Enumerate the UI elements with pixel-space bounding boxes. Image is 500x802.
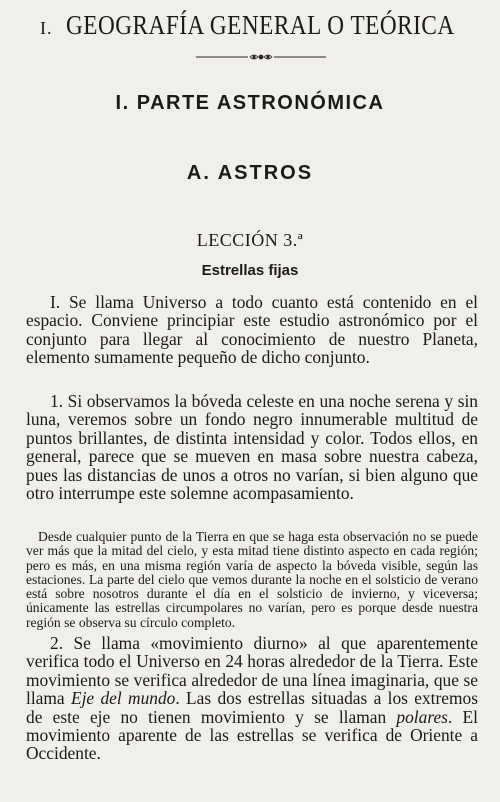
section-title: A. ASTROS [186, 162, 314, 184]
paragraph-text: . Las dos estrellas situadas a los extremos de este eje no tienen movimiento y se llaman [26, 688, 478, 727]
term-polares: polares [396, 706, 448, 727]
footnote-text: Desde cualquier punto de la Tierra en que se haga esta observación no se puede ver más que la mitad del cielo, y esta mitad tiene distinto aspecto en cada región; pero es más, en una misma región varía de aspecto la bóveda visible, según las estaciones. La parte del cielo que vemos durante la noche en el solsticio de verano está sobre nosotros durante el día en el solsticio de invierno, y viceversa; únicamente las estrellas circumpolares no varían, pero es porque desde nuestra región se observa su círculo completo. [26, 529, 478, 630]
lesson-title: LECCIÓN 3.ª [196, 230, 304, 250]
ornament-divider [196, 52, 326, 62]
chapter-number: I. [40, 18, 53, 38]
chapter-header [0, 10, 500, 42]
paragraph-observation [26, 392, 478, 502]
paragraph-universe [26, 293, 478, 367]
paragraph-diurnal-motion [26, 634, 478, 763]
paragraph-text: 2. Se llama «movimiento diurno» al que aparentemente verifica todo el Universo en 24 horas alrededor de la Tierra. Este movimiento se verifica alrededor de una línea imaginaria, que se llama [26, 633, 478, 709]
term-eje-del-mundo: Eje del mundo [70, 688, 176, 709]
part-title: I. PARTE ASTRONÓMICA [115, 92, 385, 114]
lesson-subtitle: Estrellas fijas [201, 262, 299, 279]
chapter-title: GEOGRAFÍA GENERAL O TEÓRICA [66, 10, 455, 40]
paragraph-text: I. Se llama Universo a todo cuanto está contenido en el espacio. Conviene principiar este estudio astronómico por el conjunto para llegar al conocimiento de nuestro Planeta, elemento sumamente pequeño de dicho conjunto. [26, 292, 478, 368]
paragraph-text: . El movimiento aparente de las estrellas se verifica de Oriente a Occidente. [26, 706, 478, 764]
paragraph-text: 1. Si observamos la bóveda celeste en una noche serena y sin luna, veremos sobre un fondo negro innumerable multitud de puntos brillantes, de distinta intensidad y color. Todos ellos, en general, parece que se mueven en masa sobre nuestra cabeza, pues las distancias de unos a otros no varían, si bien alguno que otro interrumpe este solemne acompasamiento. [26, 391, 478, 504]
footnote-paragraph [26, 530, 478, 630]
